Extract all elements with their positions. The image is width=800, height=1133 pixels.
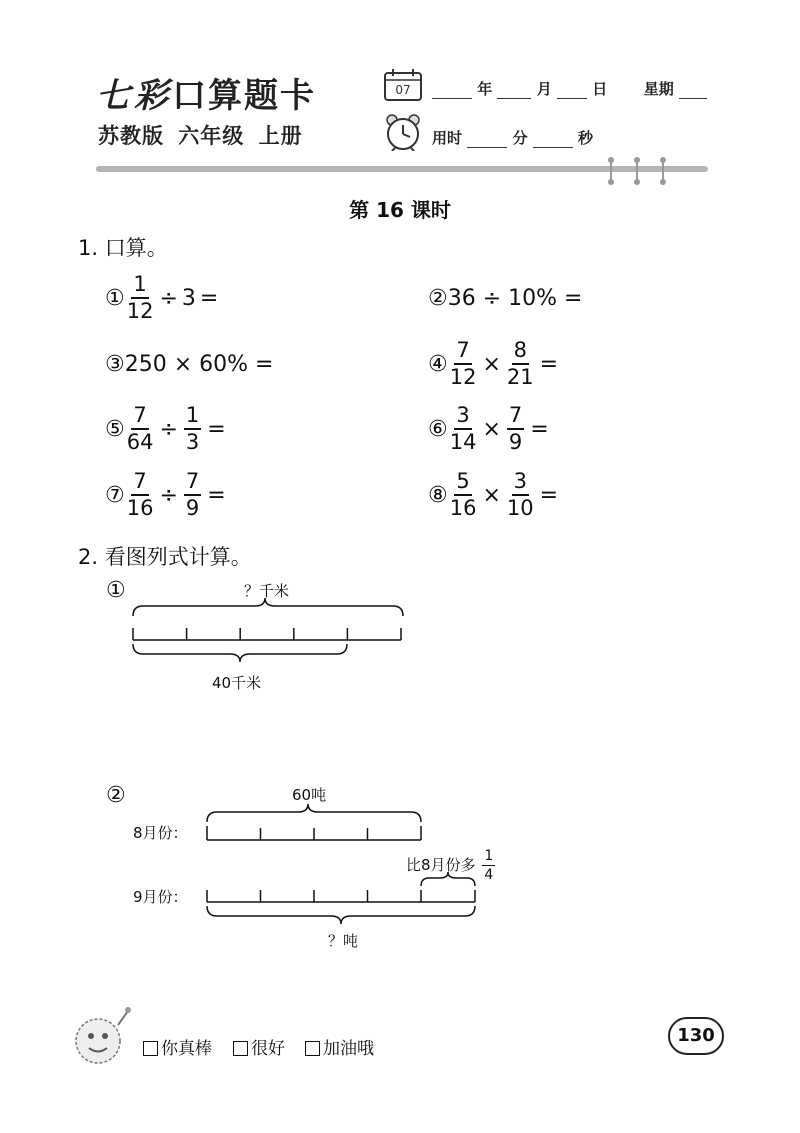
rating-good[interactable]: 很好: [233, 1034, 285, 1059]
diagram-1-top-label: ？千米: [244, 582, 290, 600]
brand-main: 七彩: [96, 76, 172, 116]
brand-sub: 口算题卡: [172, 76, 316, 116]
minute-blank[interactable]: [467, 134, 507, 148]
fraction: $\frac{7}{12}$: [449, 338, 477, 389]
edition-label: 苏教版 六年级 上册: [98, 124, 303, 148]
week-blank[interactable]: [679, 85, 707, 99]
binder-ring-icon: [607, 156, 615, 186]
row-august-label: 8月份：: [133, 824, 188, 842]
problem-8: ⑧ $\frac{5}{16}$ × $\frac{3}{10}$ =: [428, 469, 559, 520]
fraction: $\frac{3}{14}$: [449, 403, 477, 454]
fraction: $\frac{1}{3}$: [185, 403, 200, 454]
calendar-number: 07: [395, 83, 411, 97]
week-label: 星期: [643, 80, 674, 98]
checkbox[interactable]: [143, 1041, 158, 1056]
diagram-1: [126, 596, 412, 666]
diagram-2: [200, 800, 490, 932]
binder-ring-icon: [659, 156, 667, 186]
day-label: 日: [592, 80, 608, 98]
binder-ring-icon: [633, 156, 641, 186]
time-line: [432, 127, 593, 148]
minute-label: 分: [512, 129, 528, 147]
diagram-1-bottom-label: 40千米: [212, 674, 262, 692]
small-brace: [421, 872, 475, 886]
time-label: 用时: [432, 129, 463, 147]
month-blank[interactable]: [497, 85, 531, 99]
problem-6: ⑥ $\frac{3}{14}$ × $\frac{7}{9}$ =: [428, 403, 549, 454]
top-brace: [133, 598, 403, 616]
rating-great[interactable]: 你真棒: [143, 1034, 212, 1059]
diagram-2-mark: ②: [106, 783, 126, 808]
row-september-label: 9月份：: [133, 888, 188, 906]
checkbox[interactable]: [233, 1041, 248, 1056]
calendar-icon: [383, 68, 423, 102]
month-label: 月: [536, 80, 552, 98]
bottom-brace: [207, 906, 475, 924]
fraction: $\frac{7}{16}$: [126, 469, 154, 520]
diagram-2-top-label: 60吨: [292, 786, 327, 804]
question-1-title: 1. 口算。: [78, 236, 168, 260]
problem-2: ② 36 ÷ 10% =: [428, 285, 583, 311]
question-2-title: 2. 看图列式计算。: [78, 545, 252, 569]
year-blank[interactable]: [432, 85, 472, 99]
more-label: 比8月份多 $\frac{1}{4}$: [406, 848, 494, 883]
lesson-title: 第 16 课时: [349, 198, 451, 222]
bottom-brace: [133, 644, 347, 662]
fraction: $\frac{3}{10}$: [506, 469, 534, 520]
page-number: 130: [668, 1017, 724, 1055]
fraction: $\frac{8}{21}$: [506, 338, 534, 389]
fraction: $\frac{7}{9}$: [508, 403, 523, 454]
fraction: $\frac{7}{64}$: [126, 403, 154, 454]
second-label: 秒: [577, 129, 593, 147]
fraction: $\frac{1}{12}$: [126, 272, 154, 323]
second-blank[interactable]: [533, 134, 573, 148]
problem-5: ⑤ $\frac{7}{64}$ ÷ $\frac{1}{3}$ =: [105, 403, 226, 454]
problem-4: ④ $\frac{7}{12}$ × $\frac{8}{21}$ =: [428, 338, 559, 389]
year-label: 年: [477, 80, 493, 98]
checkbox[interactable]: [305, 1041, 320, 1056]
diagram-1-mark: ①: [106, 578, 126, 603]
fraction: $\frac{1}{4}$: [484, 848, 494, 883]
clock-icon: [383, 113, 423, 151]
fraction: $\frac{5}{16}$: [449, 469, 477, 520]
date-line: [432, 78, 707, 99]
mascot-icon: [68, 1005, 134, 1069]
problem-3: ③ 250 × 60% =: [105, 351, 274, 377]
problem-7: ⑦ $\frac{7}{16}$ ÷ $\frac{7}{9}$ =: [105, 469, 226, 520]
brand-title: [96, 68, 316, 117]
fraction: $\frac{7}{9}$: [185, 469, 200, 520]
day-blank[interactable]: [557, 85, 587, 99]
top-brace: [207, 804, 421, 822]
diagram-2-bottom-label: ？吨: [328, 932, 359, 950]
rating-keep-going[interactable]: 加油哦: [305, 1034, 374, 1059]
header-divider: [96, 166, 708, 172]
problem-1: ① $\frac{1}{12}$ ÷ 3 =: [105, 272, 219, 323]
